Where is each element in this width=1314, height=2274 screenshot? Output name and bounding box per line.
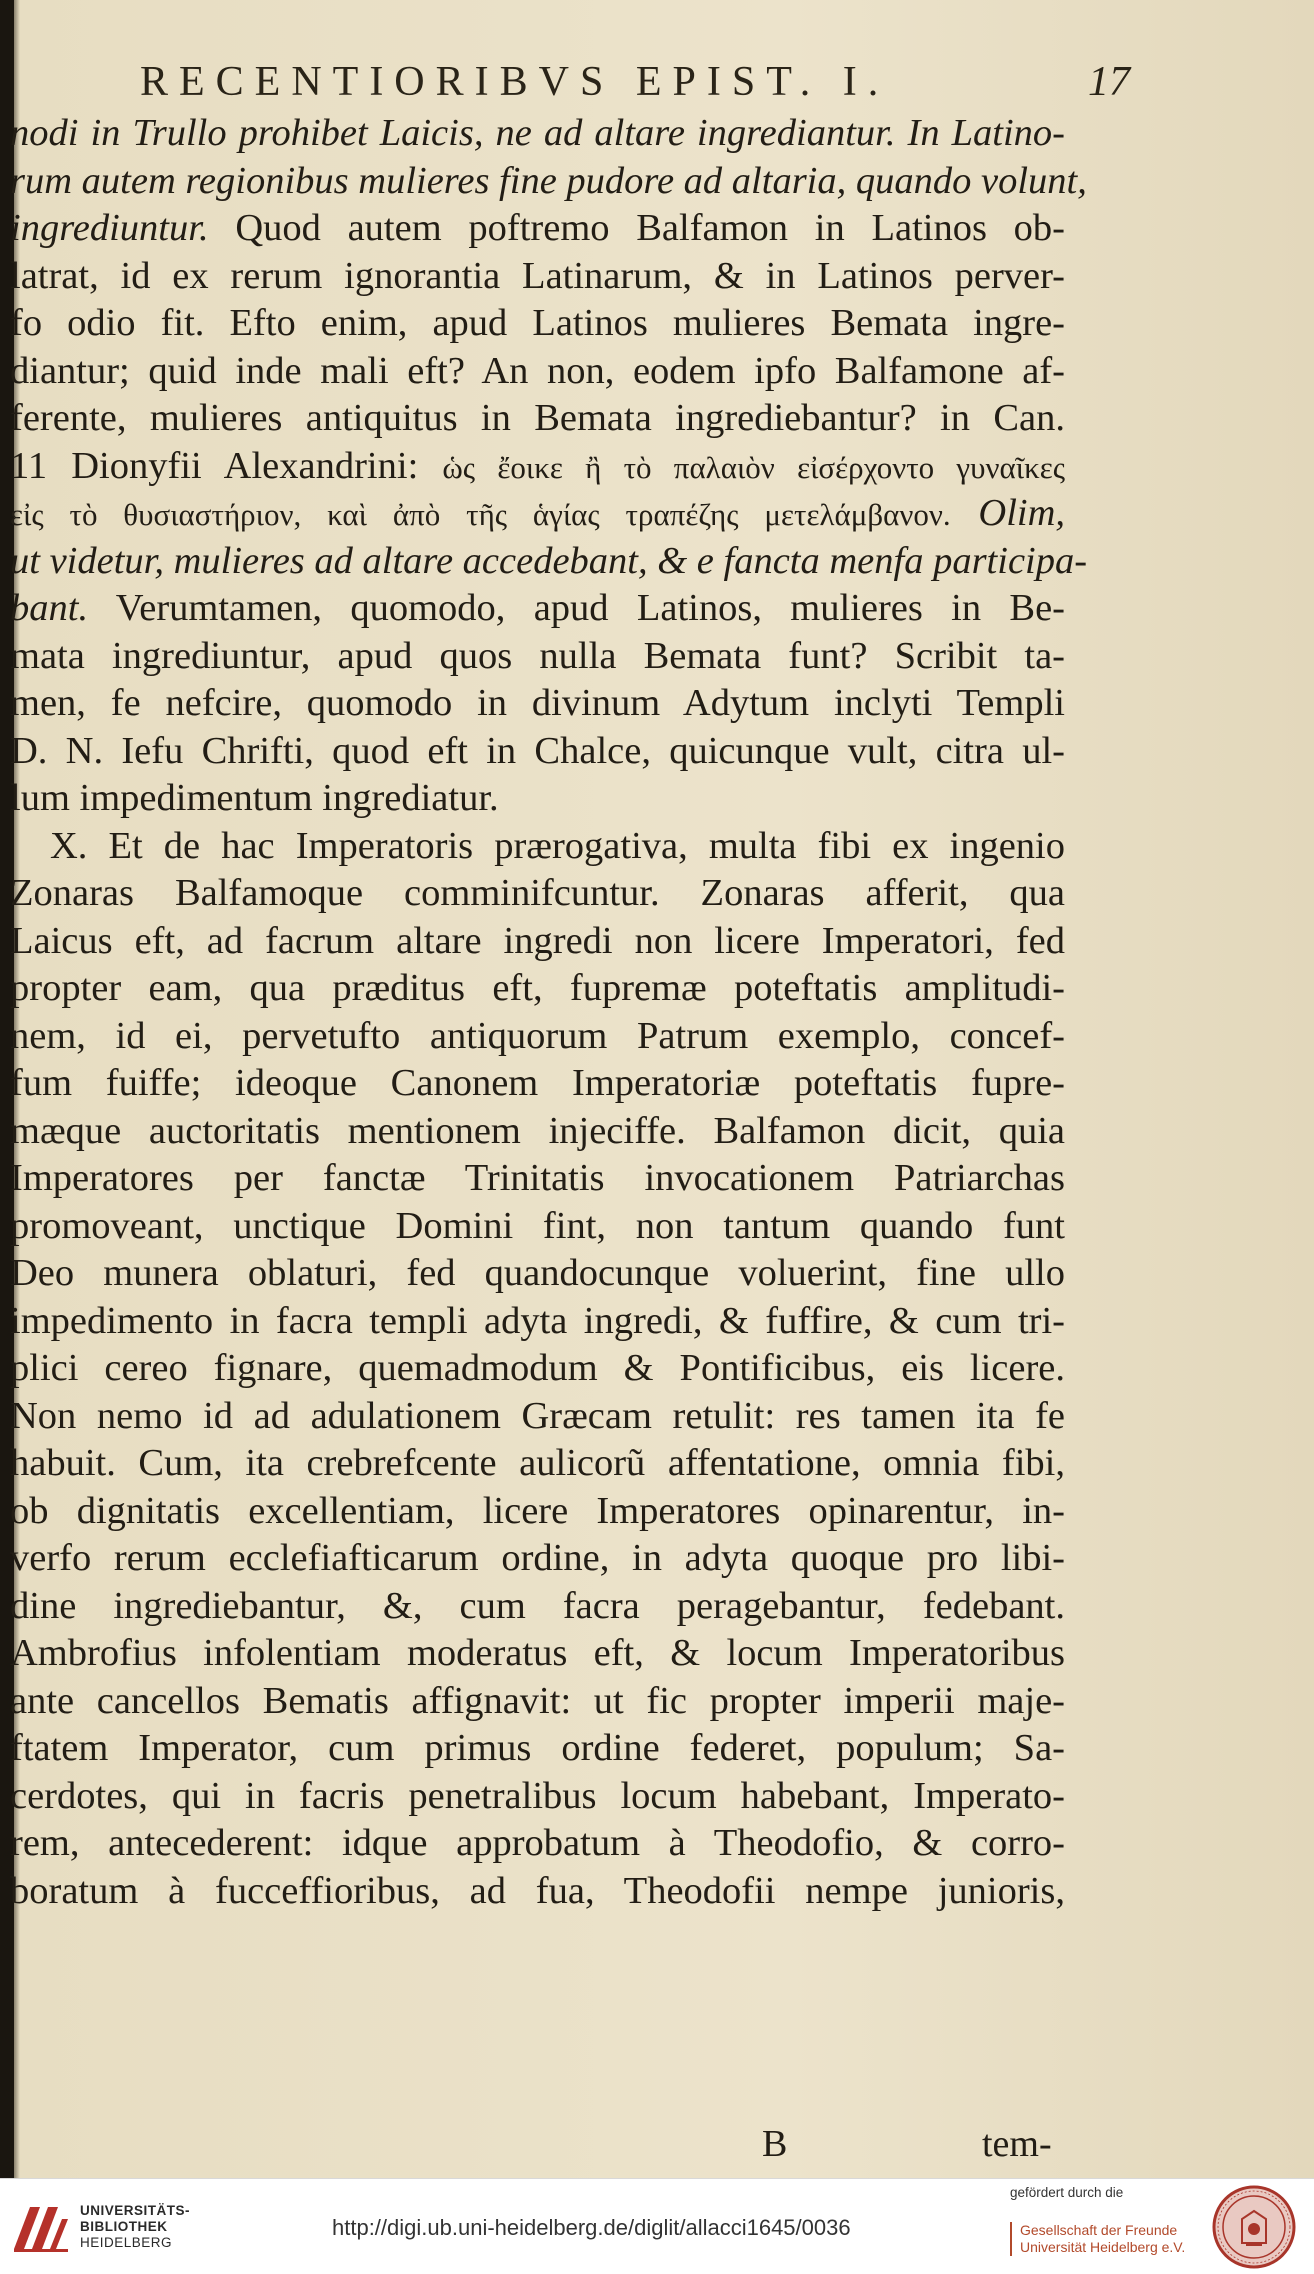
library-name-line: UNIVERSITÄTS-: [80, 2203, 191, 2218]
text-line: Deo munera oblaturi, fed quandocunque voluerint, fine ullo: [10, 1252, 1065, 1294]
text-line: latrat, id ex rerum ignorantia Latinarum, & in Latinos perver-: [10, 254, 1065, 297]
text-line: Laicus eft, ad facrum altare ingredi non licere Imperatori, fed: [10, 919, 1065, 962]
sponsor-name-line: Universität Heidelberg e.V.: [1020, 2239, 1186, 2255]
text-line: nem, id ei, pervetufto antiquorum Patrum exemplo, concef-: [10, 1014, 1065, 1057]
text-line: ferente, mulieres antiquitus in Bemata ingrediebantur? in Can.: [10, 397, 1065, 439]
catch-line: [0, 2123, 1314, 2178]
text-line: diantur; quid inde mali eft? An non, eodem ipfo Balfamone af-: [10, 349, 1065, 392]
text-line: promoveant, unctique Domini fint, non tantum quando funt: [10, 1204, 1065, 1247]
text-line: ante cancellos Bematis affignavit: ut fic propter imperii maje-: [10, 1679, 1065, 1722]
text-line: [10, 490, 1065, 538]
page-number: 17: [1088, 59, 1130, 105]
text-line: mata ingrediuntur, apud quos nulla Bemata funt? Scribit ta-: [10, 634, 1065, 677]
text-line: plici cereo fignare, quemadmodum & Pontificibus, eis licere.: [10, 1347, 1065, 1389]
sponsor-intro: gefördert durch die: [1010, 2185, 1124, 2200]
text-line: Zonaras Balfamoque comminifcuntur. Zonaras afferit, qua: [10, 872, 1065, 914]
text-line: habuit. Cum, ita crebrefcente aulicorũ affentatione, omnia fibi,: [10, 1442, 1065, 1484]
viewer-footer: [0, 2178, 1314, 2274]
catchword: tem-: [982, 2123, 1052, 2165]
text-line: fo odio fit. Efto enim, apud Latinos mulieres Bemata ingre-: [10, 302, 1065, 344]
sponsor-name-line: Gesellschaft der Freunde: [1020, 2222, 1178, 2238]
greek-quote: ὡς ἔοικε ἢ τὸ παλαιὸν εἰσέρχοντο γυναῖκες: [442, 449, 1065, 485]
text-line: men, fe nefcire, quomodo in divinum Adytum inclyti Templi: [10, 682, 1065, 724]
sponsor-name[interactable]: [1010, 2222, 1210, 2256]
signature-mark: B: [762, 2123, 788, 2165]
text-line: ut videtur, mulieres ad altare accedebant, & e fancta menfa participa-: [10, 539, 1088, 582]
text-run: bant.: [10, 587, 89, 629]
body-text: [10, 110, 1088, 1915]
text-line: Non nemo id ad adulationem Græcam retulit: res tamen ita fe: [10, 1394, 1065, 1437]
text-run: 11 Dionyfii Alexandrini:: [10, 444, 419, 487]
permalink-url[interactable]: http://digi.ub.uni-heidelberg.de/diglit/allacci1645/0036: [332, 2215, 851, 2240]
text-line: verfo rerum ecclefiafticarum ordine, in adyta quoque pro libi-: [10, 1537, 1065, 1579]
library-name[interactable]: [80, 2203, 190, 2251]
text-line: mæque auctoritatis mentionem injeciffe. Balfamon dicit, quia: [10, 1109, 1065, 1152]
greek-quote: εἰς τὸ θυσιαστήριον, καὶ ἀπὸ τῆς ἁγίας τραπέζης μετελάμβανον.: [10, 497, 951, 532]
ub-heidelberg-logo-icon[interactable]: [10, 2199, 72, 2255]
text-line: cerdotes, qui in facris penetralibus locum habebant, Imperato-: [10, 1774, 1065, 1817]
university-seal-icon: [1212, 2185, 1296, 2269]
text-line: nodi in Trullo prohibet Laicis, ne ad altare ingrediantur. In Latino-: [10, 112, 1065, 154]
text-line: Ambrofius infolentiam moderatus eft, & locum Imperatoribus: [10, 1632, 1065, 1674]
library-name-line: HEIDELBERG: [80, 2235, 173, 2250]
text-line: D. N. Iefu Chrifti, quod eft in Chalce, quicunque vult, citra ul-: [10, 729, 1065, 772]
text-line: ob dignitatis excellentiam, licere Imperatores opinarentur, in-: [10, 1489, 1065, 1532]
text-line: boratum à fucceffioribus, ad fua, Theodofii nempe junioris,: [10, 1869, 1065, 1912]
text-line: [10, 585, 1065, 633]
text-run: Quod autem poftremo Balfamon in Latinos ob-: [235, 207, 1065, 249]
text-line: fum fuiffe; ideoque Canonem Imperatoriæ poteftatis fupre-: [10, 1062, 1065, 1104]
sponsor-credit: [1010, 2185, 1210, 2256]
running-head: RECENTIORIBVS EPIST. I.: [140, 59, 890, 105]
text-line: impedimento in facra templi adyta ingredi, & fuffire, & cum tri-: [10, 1299, 1065, 1342]
text-line: dine ingrediebantur, &, cum facra peragebantur, fedebant.: [10, 1584, 1065, 1627]
text-line: ftatem Imperator, cum primus ordine federet, populum; Sa-: [10, 1727, 1065, 1769]
text-line: X. Et de hac Imperatoris prærogativa, multa fibi ex ingenio: [50, 824, 1065, 867]
text-run: Olim,: [978, 492, 1066, 534]
text-line: rum autem regionibus mulieres fine pudore ad altaria, quando volunt,: [10, 159, 1087, 202]
text-run: Verumtamen, quomodo, apud Latinos, mulieres in Be-: [115, 587, 1065, 629]
text-line: rem, antecederent: idque approbatum à Theodofio, & corro-: [10, 1822, 1065, 1864]
text-line: lum impedimentum ingrediatur.: [10, 777, 499, 819]
text-line: [10, 205, 1065, 253]
text-line: propter eam, qua præditus eft, fupremæ poteftatis amplitudi-: [10, 967, 1065, 1009]
text-line: [10, 443, 1065, 491]
text-line: Imperatores per fanctæ Trinitatis invocationem Patriarchas: [10, 1157, 1065, 1199]
page-header: [130, 50, 1130, 110]
text-run: ingrediuntur.: [10, 207, 209, 249]
library-name-line: BIBLIOTHEK: [80, 2219, 168, 2234]
